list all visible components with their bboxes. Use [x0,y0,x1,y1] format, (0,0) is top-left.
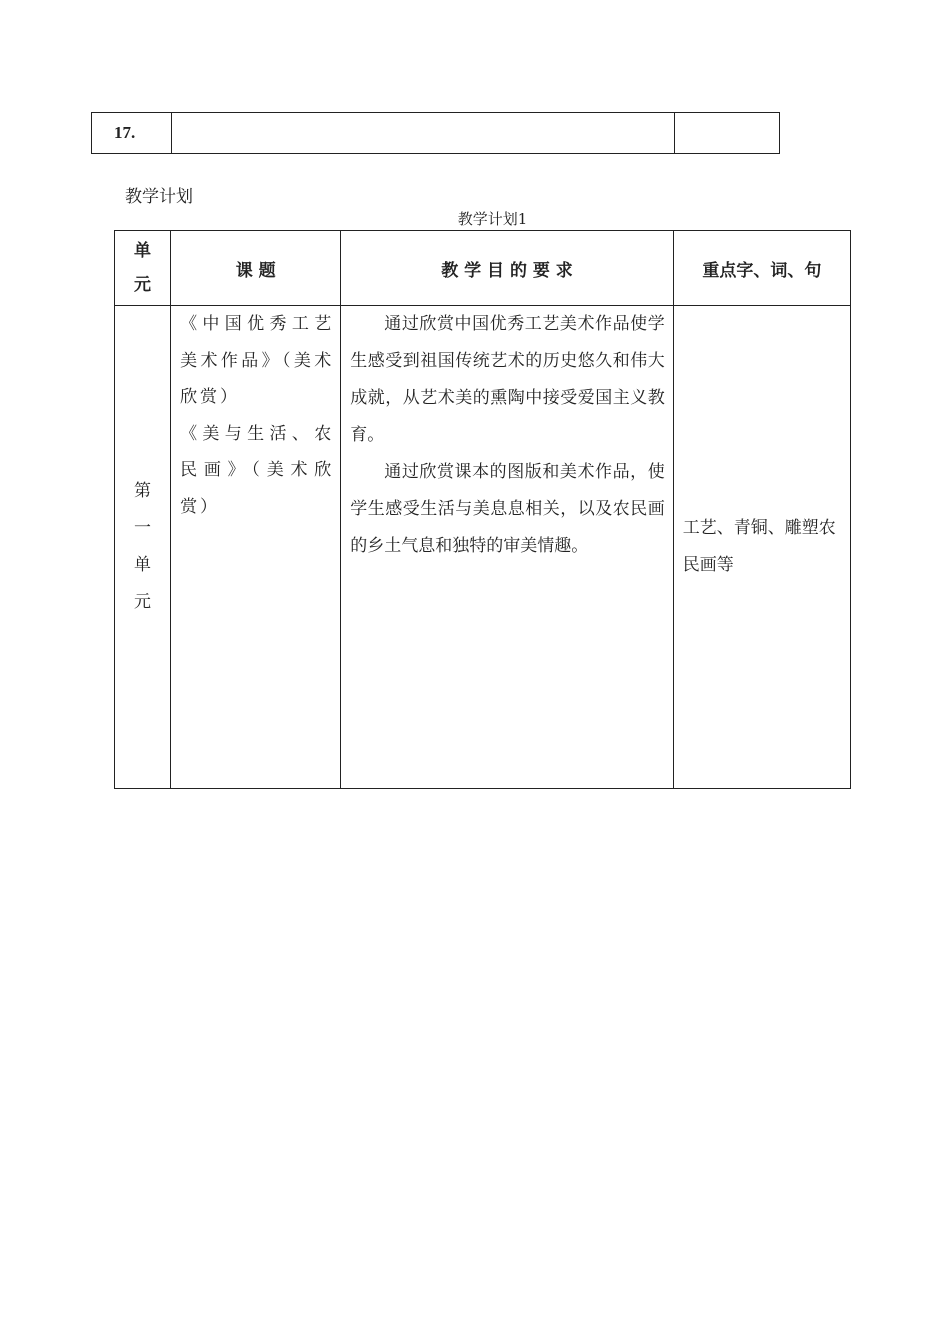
lesson-title: 《美与生活、农民画》（美术欣赏） [180,423,335,517]
key-words-cell [673,306,850,789]
lesson-cell [171,306,341,789]
header-goal: 教 学 目 的 要 求 [341,231,673,306]
table-caption: 教学计划1 [457,210,528,228]
lesson-title: 《中国优秀工艺美术作品》（美术欣赏） [180,314,335,407]
row-middle-cell [172,113,675,154]
row-last-cell [675,113,780,154]
teaching-plan-table [114,230,851,789]
header-unit-text: 单元 [134,241,152,295]
goal-cell [341,306,673,789]
row-number: 17. [92,113,172,154]
unit-cell [115,306,171,789]
header-key: 重点字、词、句 [673,231,850,306]
top-row-table [91,112,780,154]
header-unit [115,231,171,306]
header-lesson: 课 题 [171,231,341,306]
goal-paragraph: 通过欣赏课本的图版和美术作品，使学生感受生活与美息息相关，以及农民画的乡土气息和独特的审美情趣。 [350,462,665,556]
key-words: 工艺、青铜、雕塑农民画等 [682,518,836,575]
goal-paragraph: 通过欣赏中国优秀工艺美术作品使学生感受到祖国传统艺术的历史悠久和伟大成就，从艺术美的熏陶中接受爱国主义教育。 [350,314,665,445]
table-row [115,306,851,789]
header-row [115,231,851,306]
section-title: 教学计划 [125,187,193,207]
table-row [92,113,780,154]
unit-name: 第一单元 [134,481,152,612]
